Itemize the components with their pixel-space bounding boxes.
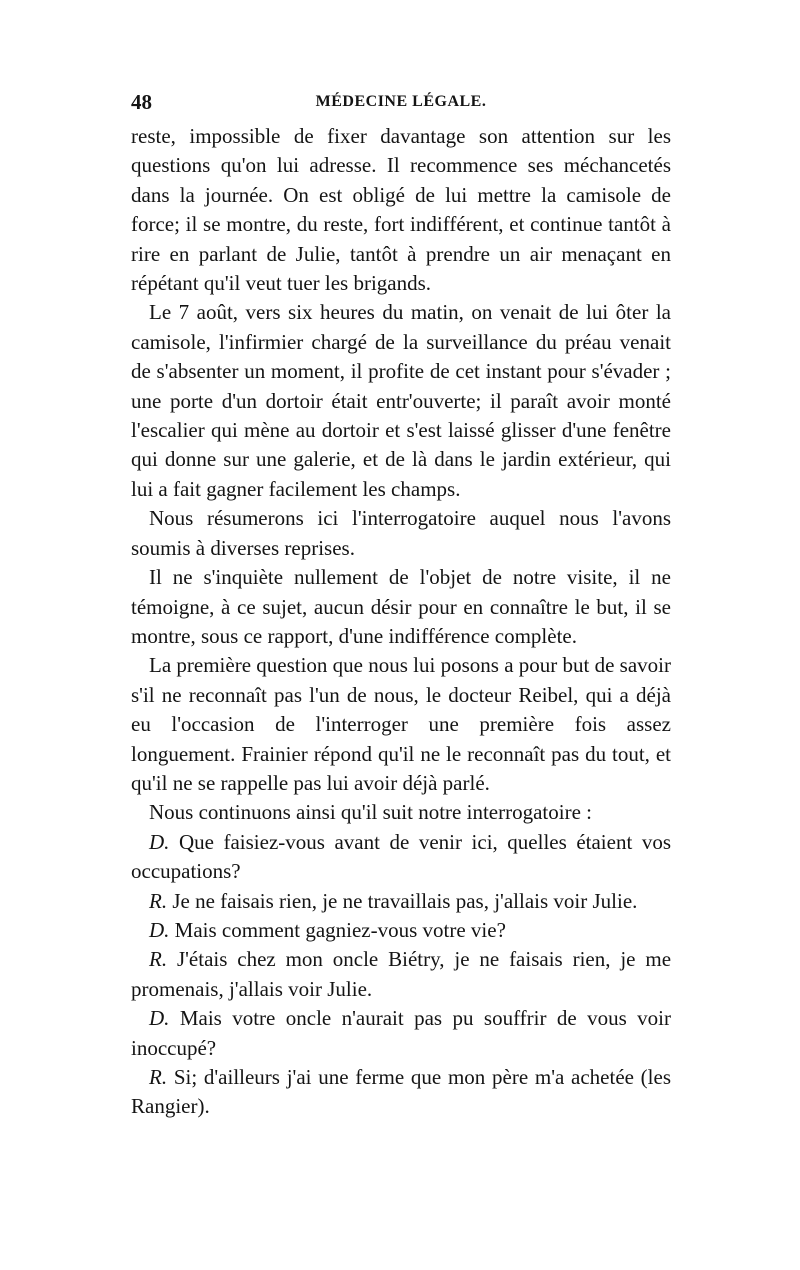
running-title: MÉDECINE LÉGALE. xyxy=(315,93,487,110)
page-number: 48 xyxy=(131,90,152,114)
dialogue-text: Si; d'ailleurs j'ai une ferme que mon père m'a achetée (les Rangier). xyxy=(131,1065,672,1119)
speaker-label: D. xyxy=(149,1006,170,1031)
dialogue-text: Je ne faisais rien, je ne travaillais pas, j'allais voir Julie. xyxy=(172,888,638,913)
dialogue-text: Que faisiez-vous avant de venir ici, quelles étaient vos occupations? xyxy=(131,829,672,884)
speaker-label: R. xyxy=(149,947,168,972)
dialogue-text: J'étais chez mon oncle Biétry, je ne faisais rien, je me promenais, j'allais voir Julie. xyxy=(131,947,672,1001)
speaker-label: R. xyxy=(149,888,168,913)
paragraph: Nous continuons ainsi qu'il suit notre interrogatoire : xyxy=(149,800,592,825)
paragraph: Il ne s'inquiète nullement de l'objet de notre visite, il ne témoigne, à ce sujet, aucun désir pour en connaître le but, il se montre, sous ce rapport, d'une indifférence complète. xyxy=(131,565,671,648)
body-text xyxy=(131,122,671,1122)
page-header xyxy=(131,90,671,120)
speaker-label: D. xyxy=(149,917,170,942)
dialogue-line xyxy=(131,945,671,1004)
paragraph: Nous résumerons ici l'interrogatoire auquel nous l'avons soumis à diverses reprises. xyxy=(131,506,671,560)
dialogue-text: Mais votre oncle n'aurait pas pu souffrir de vous voir inoccupé? xyxy=(131,1006,671,1060)
dialogue-line xyxy=(131,1063,671,1122)
dialogue-line xyxy=(131,1004,671,1063)
speaker-label: R. xyxy=(149,1065,168,1089)
dialogue-line xyxy=(131,828,671,887)
paragraph: reste, impossible de fixer davantage son attention sur les questions qu'on lui adresse. Il recommence ses méchancetés dans la journée. On est obligé de lui mettre la camisole de force; il se montre, du reste, fort indifférent, et continue tantôt à rire en parlant de Julie, tantôt à prendre un air menaçant en répétant qu'il veut tuer les brigands. xyxy=(131,124,671,296)
paragraph: Le 7 août, vers six heures du matin, on venait de lui ôter la camisole, l'infirmier chargé de la surveillance du préau venait de s'absenter un moment, il profite de cet instant pour s'évader ; une porte d'un dortoir était entr'ouverte; il paraît avoir monté l'escalier qui mène au dortoir et s'est laissé glisser d'une fenêtre qui donne sur une galerie, et de là dans le jardin extérieur, qui lui a fait gagner facilement les champs. xyxy=(131,300,671,501)
dialogue-line xyxy=(131,887,671,916)
speaker-label: D. xyxy=(149,829,170,854)
dialogue-text: Mais comment gagniez-vous votre vie? xyxy=(174,917,506,942)
paragraph: La première question que nous lui posons a pour but de savoir s'il ne reconnaît pas l'un de nous, le docteur Reibel, qui a déjà eu l'occasion de l'interroger une première fois assez longuement. Frainier répond qu'il ne le reconnaît pas du tout, et qu'il ne se rappelle pas lui avoir déjà parlé. xyxy=(131,653,671,795)
dialogue-line xyxy=(131,916,671,945)
